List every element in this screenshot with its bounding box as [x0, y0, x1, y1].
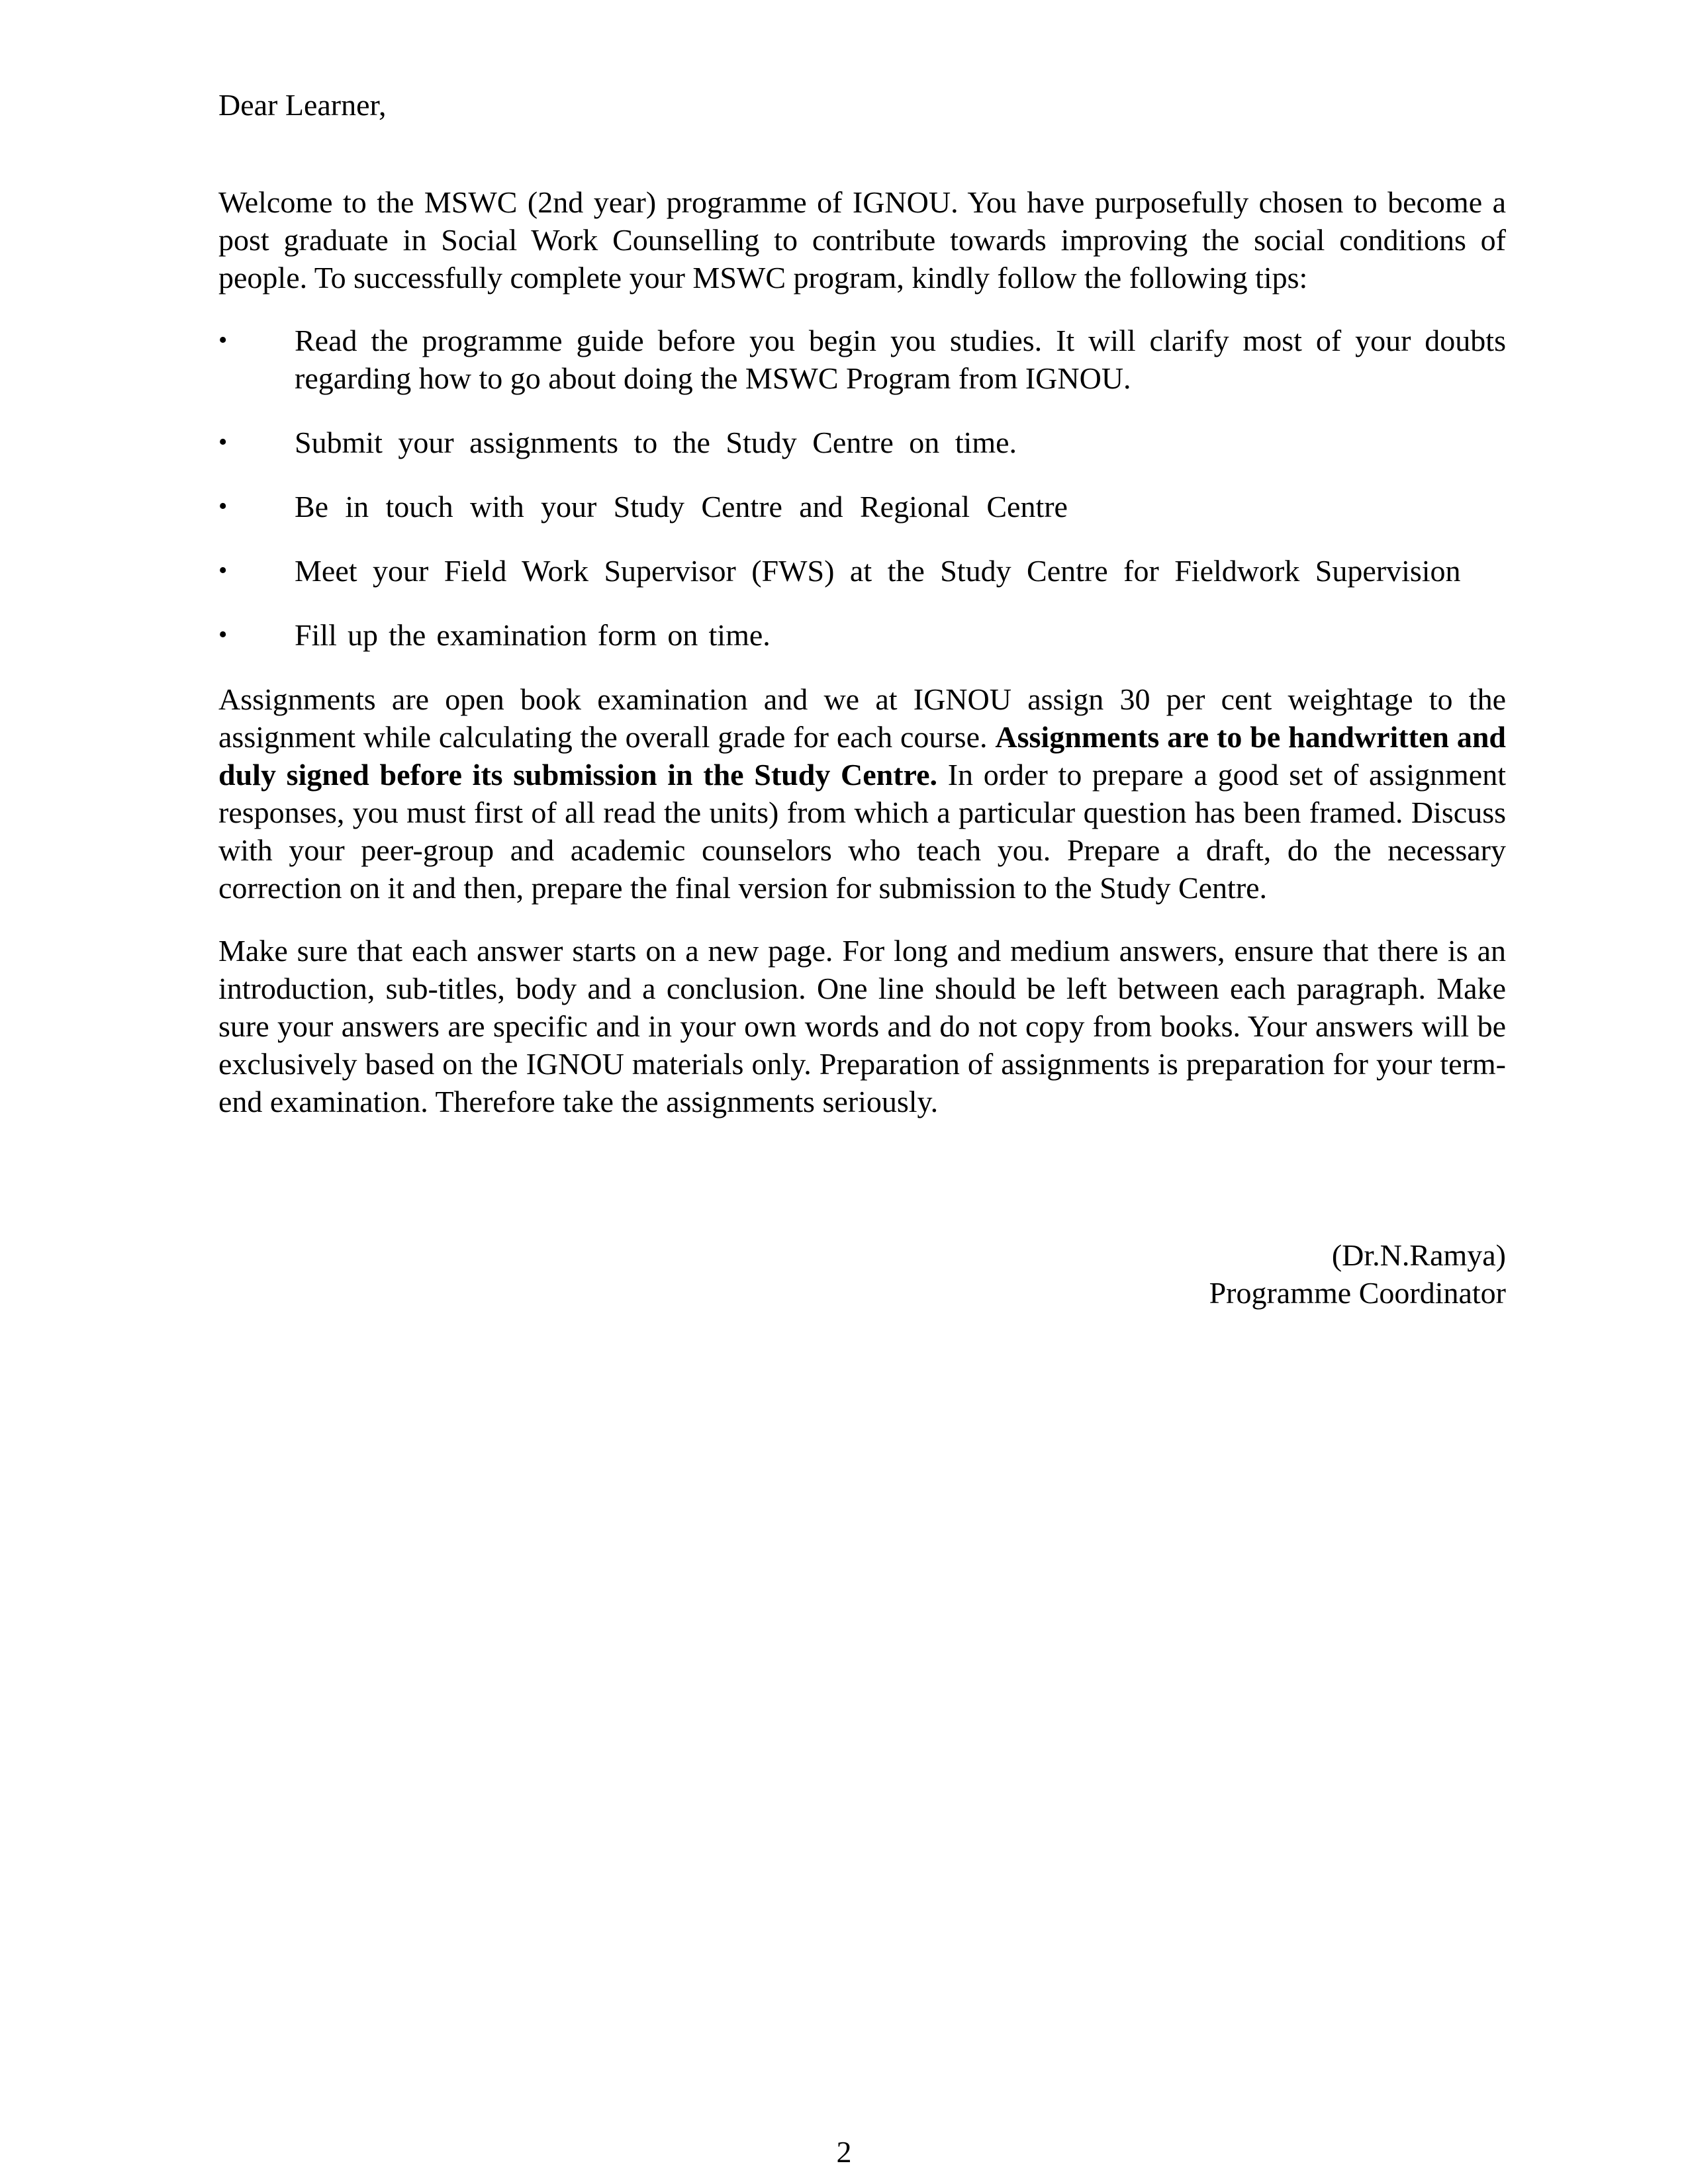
assignments-paragraph [218, 680, 1506, 907]
list-item [218, 424, 1506, 461]
assignments-text-after: In order to prepare a good set of assignment responses, you must first of all read the units) from which a particular question has been framed. Discuss with your peer-group and academic counselors who teach you. Prepare a draft, do the necessary correction on it and then, prepare the final version for submission to the Study Centre. [218, 758, 1506, 905]
signatory-title: Programme Coordinator [1209, 1276, 1506, 1310]
tip-text: Be in touch with your Study Centre and Regional Centre [295, 490, 1068, 523]
assignments-text-before: Assignments are open book examination and we at IGNOU assign 30 per cent weightage to the assignment while calculating the overall grade for each course. [218, 682, 1506, 754]
tip-text: Submit your assignments to the Study Centre on time. [295, 426, 1017, 459]
list-item [218, 488, 1506, 525]
intro-paragraph: Welcome to the MSWC (2nd year) programme of IGNOU. You have purposefully chosen to become a post graduate in Social Work Counselling to contribute towards improving the social conditions of people. To successfully complete your MSWC program, kindly follow the following tips: [218, 185, 1506, 295]
bullet-icon: • [218, 492, 228, 520]
list-item [218, 616, 1506, 654]
tip-text: Read the programme guide before you begin you studies. It will clarify most of your doubts regarding how to go about doing the MSWC Program from IGNOU. [295, 324, 1506, 395]
list-item [218, 322, 1506, 397]
bullet-icon: • [218, 326, 228, 354]
tips-list [218, 322, 1506, 654]
page-number: 2 [836, 2135, 852, 2169]
bullet-icon: • [218, 428, 228, 456]
tip-text: Fill up the examination form on time. [295, 618, 771, 652]
signature-block [218, 1236, 1506, 1312]
signatory-name: (Dr.N.Ramya) [1331, 1238, 1506, 1272]
tip-text: Meet your Field Work Supervisor (FWS) at the Study Centre for Fieldwork Supervision [295, 554, 1461, 588]
salutation: Dear Learner, [218, 88, 387, 122]
bullet-icon: • [218, 557, 228, 584]
list-item [218, 552, 1506, 590]
bullet-icon: • [218, 621, 228, 649]
assignments-bold-notice: Assignments are to be handwritten and duly signed before its submission in the Study Centre. [218, 720, 1507, 792]
answers-paragraph: Make sure that each answer starts on a new page. For long and medium answers, ensure that there is an introduction, sub-titles, body and a conclusion. One line should be left between each paragraph. Make sure your answers are specific and in your own words and do not copy from books. Your answers will be exclusively based on the IGNOU materials only. Preparation of assignments is preparation for your term-end examination. Therefore take the assignments seriously. [218, 934, 1506, 1118]
